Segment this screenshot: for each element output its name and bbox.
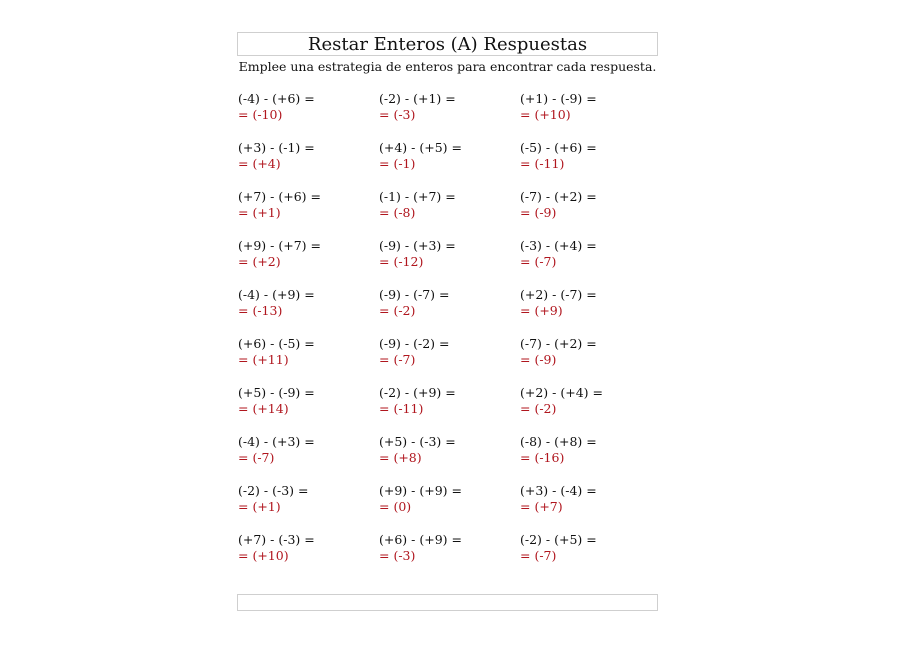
problem-item [520,434,660,466]
problem-text: (-7) - (+2) = [520,336,597,351]
problem-text: (+7) - (+6) = [238,189,321,204]
problem-item [520,91,660,123]
problem-item [520,189,660,221]
problem-item [520,483,660,515]
answer-text: = (-2) [379,303,416,318]
problem-item [379,532,519,564]
problem-item [238,238,378,270]
problem-row [238,483,658,532]
answer-text: = (+1) [238,499,281,514]
footer-box [237,594,658,611]
problem-text: (-2) - (+5) = [520,532,597,547]
problem-row [238,385,658,434]
problem-item [520,336,660,368]
answer-text: = (+4) [238,156,281,171]
answer-text: = (-7) [379,352,416,367]
answer-text: = (+1) [238,205,281,220]
answer-text: = (+8) [379,450,422,465]
answer-text: = (0) [379,499,412,514]
problem-text: (-4) - (+3) = [238,434,315,449]
problem-item [520,532,660,564]
problem-item [238,140,378,172]
problem-text: (+3) - (-4) = [520,483,597,498]
problem-text: (-2) - (+1) = [379,91,456,106]
problem-text: (+4) - (+5) = [379,140,462,155]
answer-text: = (-16) [520,450,565,465]
problem-text: (+3) - (-1) = [238,140,315,155]
problem-item [379,385,519,417]
answer-text: = (+14) [238,401,289,416]
problem-item [379,434,519,466]
answer-text: = (-8) [379,205,416,220]
problem-item [238,483,378,515]
problem-row [238,287,658,336]
problem-row [238,532,658,581]
problem-text: (-9) - (-7) = [379,287,450,302]
problem-grid [238,91,658,581]
problem-item [379,140,519,172]
answer-text: = (-7) [238,450,275,465]
problem-item [379,287,519,319]
problem-text: (+6) - (+9) = [379,532,462,547]
problem-text: (+9) - (+7) = [238,238,321,253]
problem-item [238,385,378,417]
problem-item [238,91,378,123]
problem-text: (-2) - (+9) = [379,385,456,400]
problem-item [379,336,519,368]
answer-text: = (-1) [379,156,416,171]
instructions: Emplee una estrategia de enteros para encontrar cada respuesta. [238,59,657,74]
problem-item [520,238,660,270]
answer-text: = (-3) [379,107,416,122]
problem-item [238,189,378,221]
problem-item [238,336,378,368]
problem-text: (+1) - (-9) = [520,91,597,106]
answer-text: = (+10) [238,548,289,563]
problem-text: (+9) - (+9) = [379,483,462,498]
problem-text: (-1) - (+7) = [379,189,456,204]
problem-text: (+5) - (-3) = [379,434,456,449]
answer-text: = (-11) [520,156,565,171]
problem-text: (+5) - (-9) = [238,385,315,400]
problem-text: (-5) - (+6) = [520,140,597,155]
answer-text: = (-7) [520,254,557,269]
problem-text: (-4) - (+9) = [238,287,315,302]
problem-item [520,385,660,417]
problem-row [238,434,658,483]
problem-text: (+7) - (-3) = [238,532,315,547]
problem-text: (+2) - (+4) = [520,385,603,400]
problem-item [379,238,519,270]
answer-text: = (-13) [238,303,283,318]
problem-text: (-3) - (+4) = [520,238,597,253]
answer-text: = (+10) [520,107,571,122]
problem-item [379,483,519,515]
answer-text: = (-9) [520,205,557,220]
answer-text: = (+9) [520,303,563,318]
problem-item [238,532,378,564]
problem-item [238,287,378,319]
problem-text: (+6) - (-5) = [238,336,315,351]
answer-text: = (+11) [238,352,289,367]
answer-text: = (+2) [238,254,281,269]
problem-text: (-4) - (+6) = [238,91,315,106]
answer-text: = (-12) [379,254,424,269]
problem-text: (-7) - (+2) = [520,189,597,204]
problem-item [379,189,519,221]
answer-text: = (-10) [238,107,283,122]
problem-row [238,238,658,287]
problem-text: (-2) - (-3) = [238,483,309,498]
answer-text: = (-11) [379,401,424,416]
problem-item [379,91,519,123]
answer-text: = (-3) [379,548,416,563]
answer-text: = (+7) [520,499,563,514]
problem-row [238,140,658,189]
problem-item [520,287,660,319]
problem-row [238,336,658,385]
problem-text: (-9) - (-2) = [379,336,450,351]
problem-text: (+2) - (-7) = [520,287,597,302]
problem-row [238,189,658,238]
answer-text: = (-9) [520,352,557,367]
problem-text: (-8) - (+8) = [520,434,597,449]
answer-text: = (-2) [520,401,557,416]
problem-row [238,91,658,140]
page-title: Restar Enteros (A) Respuestas [237,32,658,56]
problem-item [238,434,378,466]
problem-text: (-9) - (+3) = [379,238,456,253]
answer-text: = (-7) [520,548,557,563]
problem-item [520,140,660,172]
